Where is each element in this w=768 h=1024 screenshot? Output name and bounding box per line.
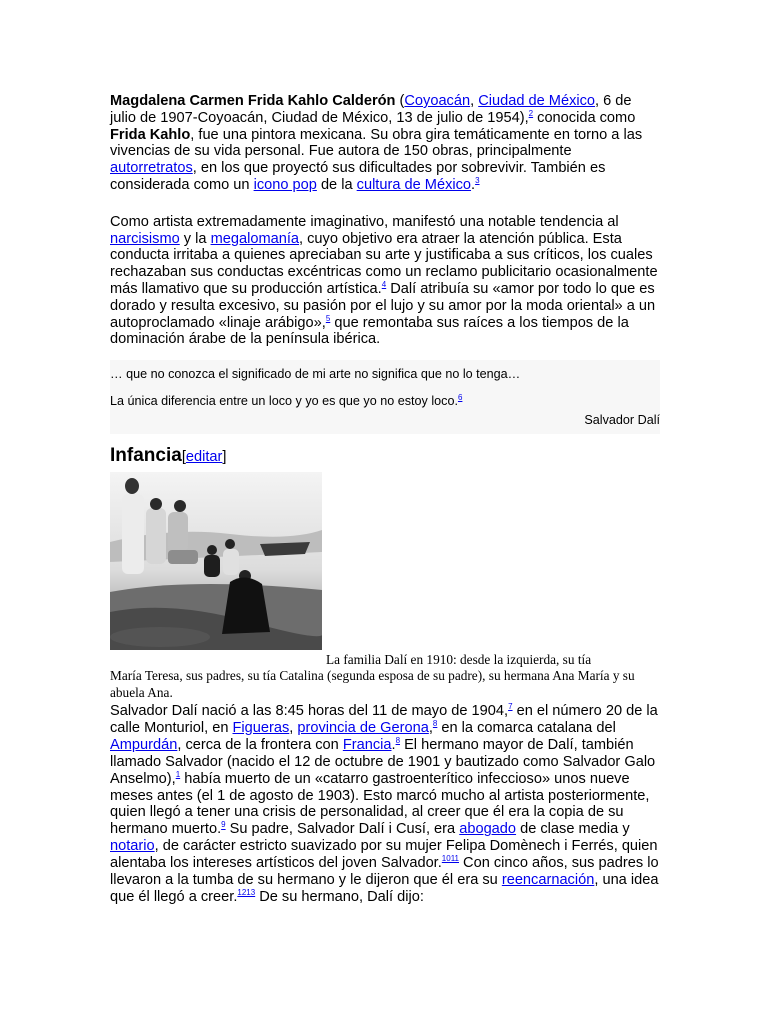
edit-link[interactable]: editar [185, 449, 223, 466]
link-coyoacan[interactable]: Coyoacán [404, 93, 471, 109]
article-body [110, 93, 660, 906]
family-photo [110, 472, 322, 650]
ref-6[interactable]: 6 [457, 392, 463, 402]
ref-8[interactable]: 8 [432, 719, 438, 729]
family-photo-image [110, 472, 322, 650]
section-heading: Infancia[editar] [110, 445, 227, 467]
ref-1[interactable]: 1 [175, 769, 181, 779]
intro-paragraph: Magdalena Carmen Frida Kahlo Calderón (Coyoacán, Ciudad de México, 6 de julio de 1907-Coyoacán, Ciudad de México, 13 de julio de 1954),$^2$ conocida como Frida Kahlo, fue una pintora mexicana. Su obra gira temáticamente en torno a las vivencias de su vida personal. Fue autora de 150 obras, principalmente autorretratos, en los que proyectó sus dificultades por sobrevivir. También es considerada como un icono pop de la cultura de México.$^3$ [110, 93, 643, 193]
link-reencarnacion[interactable]: reencarnación [501, 872, 595, 889]
short-name: Frida Kahlo [110, 126, 191, 143]
figure [110, 472, 660, 652]
link-provincia-de-gerona[interactable]: provincia de Gerona [297, 719, 429, 736]
link-notario[interactable]: notario [110, 838, 155, 855]
link-megalomania[interactable]: megalomanía [210, 230, 300, 247]
second-paragraph: Como artista extremadamente imaginativo, manifestó una notable tendencia al narcisismo y la megalomanía, cuyo objetivo era atraer la atención pública. Esta conducta irritaba a quienes apreciaban su arte y justificaba a sus críticos, los cuales rechazaban sus conductas excéntricas como un reclamo publicitario ocasionalmente más llamativo que su producción artística.$^4$ Dalí atribuía su «amor por todo lo que es dorado y resulta excesivo, su pasión por el lujo y su amor por la moda oriental» a un autoproclamado «linaje arábigo»,$^5$ que remontaba sus raíces a los tiempos de la dominación árabe de la península ibérica. [110, 213, 658, 348]
ref-2[interactable]: 2 [528, 108, 534, 118]
photo-caption: La familia Dalí en 1910: desde la izquierda, su tía María Teresa, sus padres, su tía Catalina (segunda esposa de su padre), su hermana Ana María y su abuela Ana. [110, 652, 635, 700]
link-ampurdan[interactable]: Ampurdán [110, 736, 178, 753]
quote-box [110, 360, 660, 434]
ref-5[interactable]: 5 [325, 313, 331, 323]
link-francia[interactable]: Francia [342, 736, 392, 753]
ref-10-11[interactable]: 1011 [441, 854, 459, 864]
link-figueras[interactable]: Figueras [232, 719, 290, 736]
link-narcisismo[interactable]: narcisismo [110, 230, 180, 247]
ref-4[interactable]: 4 [381, 280, 387, 290]
edit-section: [editar] [181, 449, 227, 466]
link-cultura-de-mexico[interactable]: cultura de México [356, 176, 472, 193]
ref-7[interactable]: 7 [508, 702, 513, 712]
link-abogado[interactable]: abogado [459, 821, 517, 838]
ref-8-second[interactable]: 8 [395, 736, 401, 745]
link-autorretratos[interactable]: autorretratos [110, 160, 193, 177]
quote-line-1: … que no conozca el significado de mi arte no significa que no lo tenga… [110, 367, 521, 382]
ref-3[interactable]: 3 [475, 176, 480, 186]
link-icono-pop[interactable]: icono pop [253, 176, 317, 193]
quote-author: Salvador Dalí [584, 413, 660, 428]
link-ciudad-de-mexico[interactable]: Ciudad de México [478, 93, 596, 109]
quote-line-2: La única diferencia entre un loco y yo es que yo no estoy loco.$^6$ [110, 392, 463, 409]
ref-12-13[interactable]: 1213 [237, 888, 256, 898]
third-paragraph: Salvador Dalí nació a las 8:45 horas del 11 de mayo de 1904,$^7$ en el número 20 de la calle Monturiol, en Figueras, provincia de Gerona,$^8$ en la comarca catalana del Ampurdán, cerca de la frontera con Francia.$^8$ El hermano mayor de Dalí, también llamado Salvador (nacido el 12 de octubre de 1901 y bautizado como Salvador Galo Anselmo),$^1$ había muerto de un «catarro gastroenterítico infeccioso» unos nueve meses antes (el 1 de agosto de 1903). Esto marcó mucho al artista posteriormente, quien llegó a tener una crisis de personalidad, al creer que él era la copia de su hermano muerto.$^9$ Su padre, Salvador Dalí i Cusí, era abogado de clase media y notario, de carácter estricto suavizado por su mujer Felipa Domènech i Ferrés, quien alentaba los intereses artísticos del joven Salvador.$^{1011}$ Con cinco años, sus padres lo llevaron a la tumba de su hermano y le dijeron que él era su reencarnación, una idea que él llegó a creer.$^{1213}$ De su hermano, Dalí dijo: [110, 702, 659, 906]
full-name: Magdalena Carmen Frida Kahlo Calderón [110, 93, 396, 109]
ref-9[interactable]: 9 [221, 820, 226, 830]
